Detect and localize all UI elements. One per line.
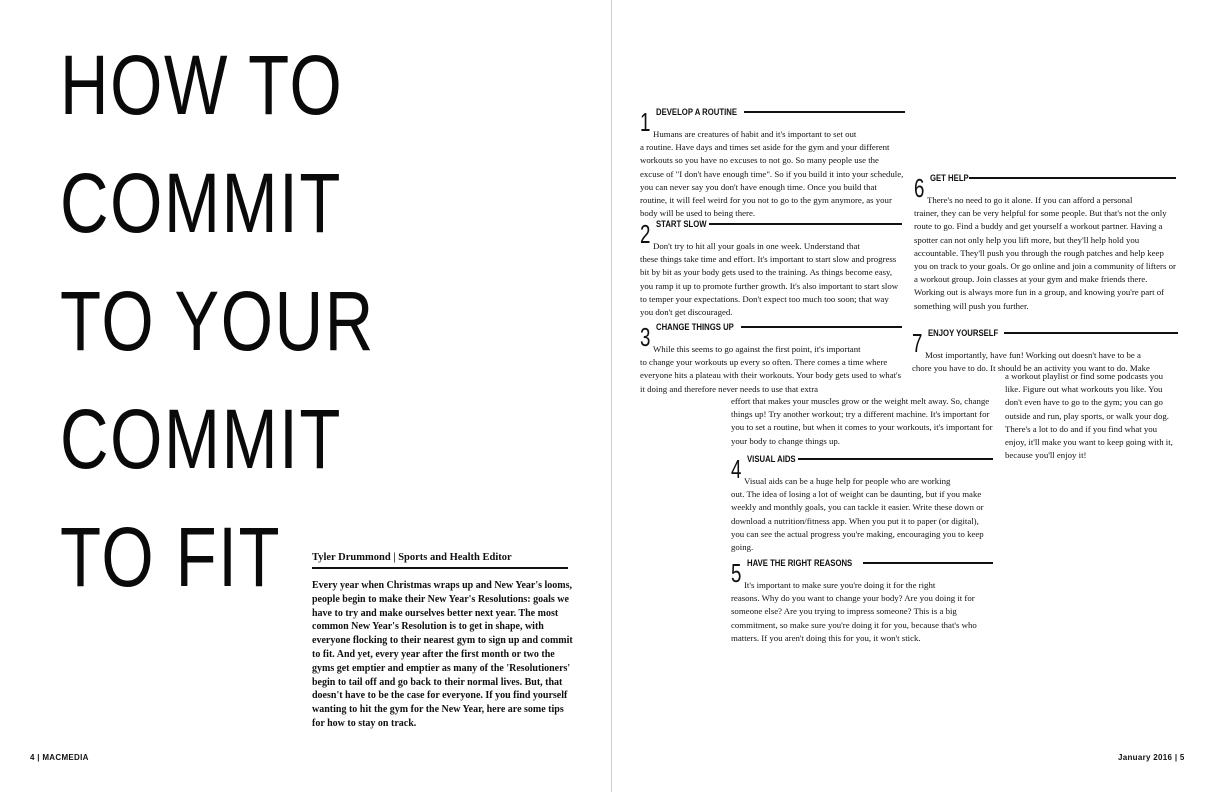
- tip-rule: [1004, 332, 1178, 334]
- folio-left: 4 | MACMEDIA: [30, 753, 89, 762]
- tip-text: to change your workouts up every so often. There comes a time where everyone hits a plateau with their workouts. Your body gets used to what's it doing and therefore never needs to use that extra: [640, 357, 902, 394]
- tip-text: these things take time and effort. It's important to start slow and progress bit by bit as your body gets used to the training. As things become easy, you ramp it up to promote further growth. It's also important to start slow to temper your expectations. Don't expect too much too soon; that way you don't get discouraged.: [640, 254, 899, 318]
- tip-2: [640, 216, 902, 319]
- tip-number: 3: [640, 322, 651, 352]
- tip-rule: [798, 458, 993, 460]
- tip-rule: [969, 177, 1176, 179]
- headline-line: TO FIT: [60, 510, 282, 604]
- tip-7-continued: a workout playlist or find some podcasts you like. Figure out what workouts you like. You don't even have to go to the gym; you can go outside and run, play sports, or walk your dog. There's a lot to do and if you find what you enjoy, it'll make you want to keep going with it, because you'll enjoy it!: [1005, 371, 1173, 461]
- tip-text: a routine. Have days and times set aside for the gym and your different workouts so you have no excuses to not go. So many people use the excuse of "I don't have enough time". So if you build it into your schedule, you can never say you don't have enough time. Once you build that routine, it will feel weird for you not to go to the gym anymore, as your body will be used to being there.: [640, 142, 904, 219]
- headline-line: HOW TO: [60, 38, 344, 132]
- tip-body: [640, 240, 902, 319]
- tip-rule: [863, 562, 993, 564]
- headline-line: TO YOUR: [60, 274, 375, 368]
- tip-body: [640, 343, 902, 396]
- tip-3-continued: effort that makes your muscles grow or the weight melt away. So, change things up! Try another workout; try a different machine. It's important for you to set a routine, but when it comes to your workouts, it's important for your body to change things up.: [731, 396, 993, 446]
- tip-title: VISUAL AIDS: [747, 454, 796, 464]
- tip-title: START SLOW: [656, 219, 707, 229]
- tip-3: [640, 319, 902, 396]
- tip-text: chore you have to do. It should be an activity you want to do. Make: [912, 363, 1150, 374]
- tip-body: [914, 194, 1176, 313]
- tip-rule: [744, 111, 905, 113]
- byline-rule: [312, 567, 568, 569]
- tip-5: [731, 555, 993, 645]
- tip-number: 2: [640, 219, 651, 249]
- tip-title: HAVE THE RIGHT REASONS: [747, 558, 853, 568]
- tip-first-line: Don't try to hit all your goals in one week. Understand that: [653, 241, 860, 251]
- tip-1: [640, 104, 905, 220]
- tip-body: [640, 128, 905, 220]
- folio-right: January 2016 | 5: [1118, 753, 1185, 762]
- tip-number: 1: [640, 107, 651, 137]
- tip-text: trainer, they can be very helpful for some people. But that's not the only route to go. Find a buddy and get yourself a workout partner. Having a spotter can not only help you lift more, but they'll help hold you accountable. They'll push you through the rough patches and help keep you on track to your goals. Or go online and join a community of lifters or a workout group. Join classes at your gym and make friends there. Working out is always more fun in a group, and knowing you're part of something will push you further.: [914, 208, 1176, 311]
- tip-title: CHANGE THINGS UP: [656, 322, 734, 332]
- byline: Tyler Drummond | Sports and Health Editor: [312, 552, 512, 563]
- headline-line: COMMIT: [60, 392, 343, 486]
- headline-line: COMMIT: [60, 156, 343, 250]
- tip-first-line: Most importantly, have fun! Working out doesn't have to be a: [925, 350, 1141, 360]
- tip-body: [731, 579, 993, 645]
- page-gutter: [611, 0, 612, 792]
- tip-number: 5: [731, 558, 742, 588]
- tip-number: 6: [914, 173, 925, 203]
- tip-6: [914, 170, 1176, 313]
- tip-first-line: There's no need to go it alone. If you can afford a personal: [927, 195, 1133, 205]
- tip-rule: [709, 223, 902, 225]
- tip-title: GET HELP: [930, 173, 969, 183]
- tip-4: [731, 451, 993, 554]
- tip-first-line: Visual aids can be a huge help for people who are working: [744, 476, 951, 486]
- tip-title: ENJOY YOURSELF: [928, 328, 999, 338]
- tip-text: out. The idea of losing a lot of weight can be daunting, but if you make weekly and monthly goals, you can tackle it easier. Write these down or download a nutrition/fitness app. When you put it to paper (or digital), you can see the actual progress you're making, encouraging you to keep going.: [731, 489, 984, 553]
- intro-paragraph: Every year when Christmas wraps up and New Year's looms, people begin to make their New Year's Resolutions: goals we have to try and make ourselves better next year. The most common New Year's Resolution is to get in shape, with everyone flocking to their nearest gym to sign up and commit to fit. And yet, every year after the first month or two the gyms get emptier and emptier as many of the 'Resolutioners' begin to tail off and go back to their normal lives. But, that doesn't have to be the case for everyone. If you find yourself wanting to hit the gym for the New Year, here are some tips for how to stay on track.: [312, 580, 573, 729]
- tip-first-line: While this seems to go against the first point, it's important: [653, 344, 861, 354]
- tip-number: 4: [731, 454, 742, 484]
- headline: [60, 38, 375, 604]
- tip-text: reasons. Why do you want to change your body? Are you doing it for someone else? Are you trying to impress someone? This is a big commitment, so make sure you're doing it for you, because that's who matters. If you aren't doing this for you, it won't stick.: [731, 593, 977, 643]
- tip-7: [912, 325, 1178, 375]
- tip-first-line: Humans are creatures of habit and it's important to set out: [653, 129, 857, 139]
- tip-number: 7: [912, 328, 923, 358]
- tip-rule: [741, 326, 902, 328]
- tip-first-line: It's important to make sure you're doing it for the right: [744, 580, 936, 590]
- tip-body: [731, 475, 993, 554]
- tip-title: DEVELOP A ROUTINE: [656, 107, 738, 117]
